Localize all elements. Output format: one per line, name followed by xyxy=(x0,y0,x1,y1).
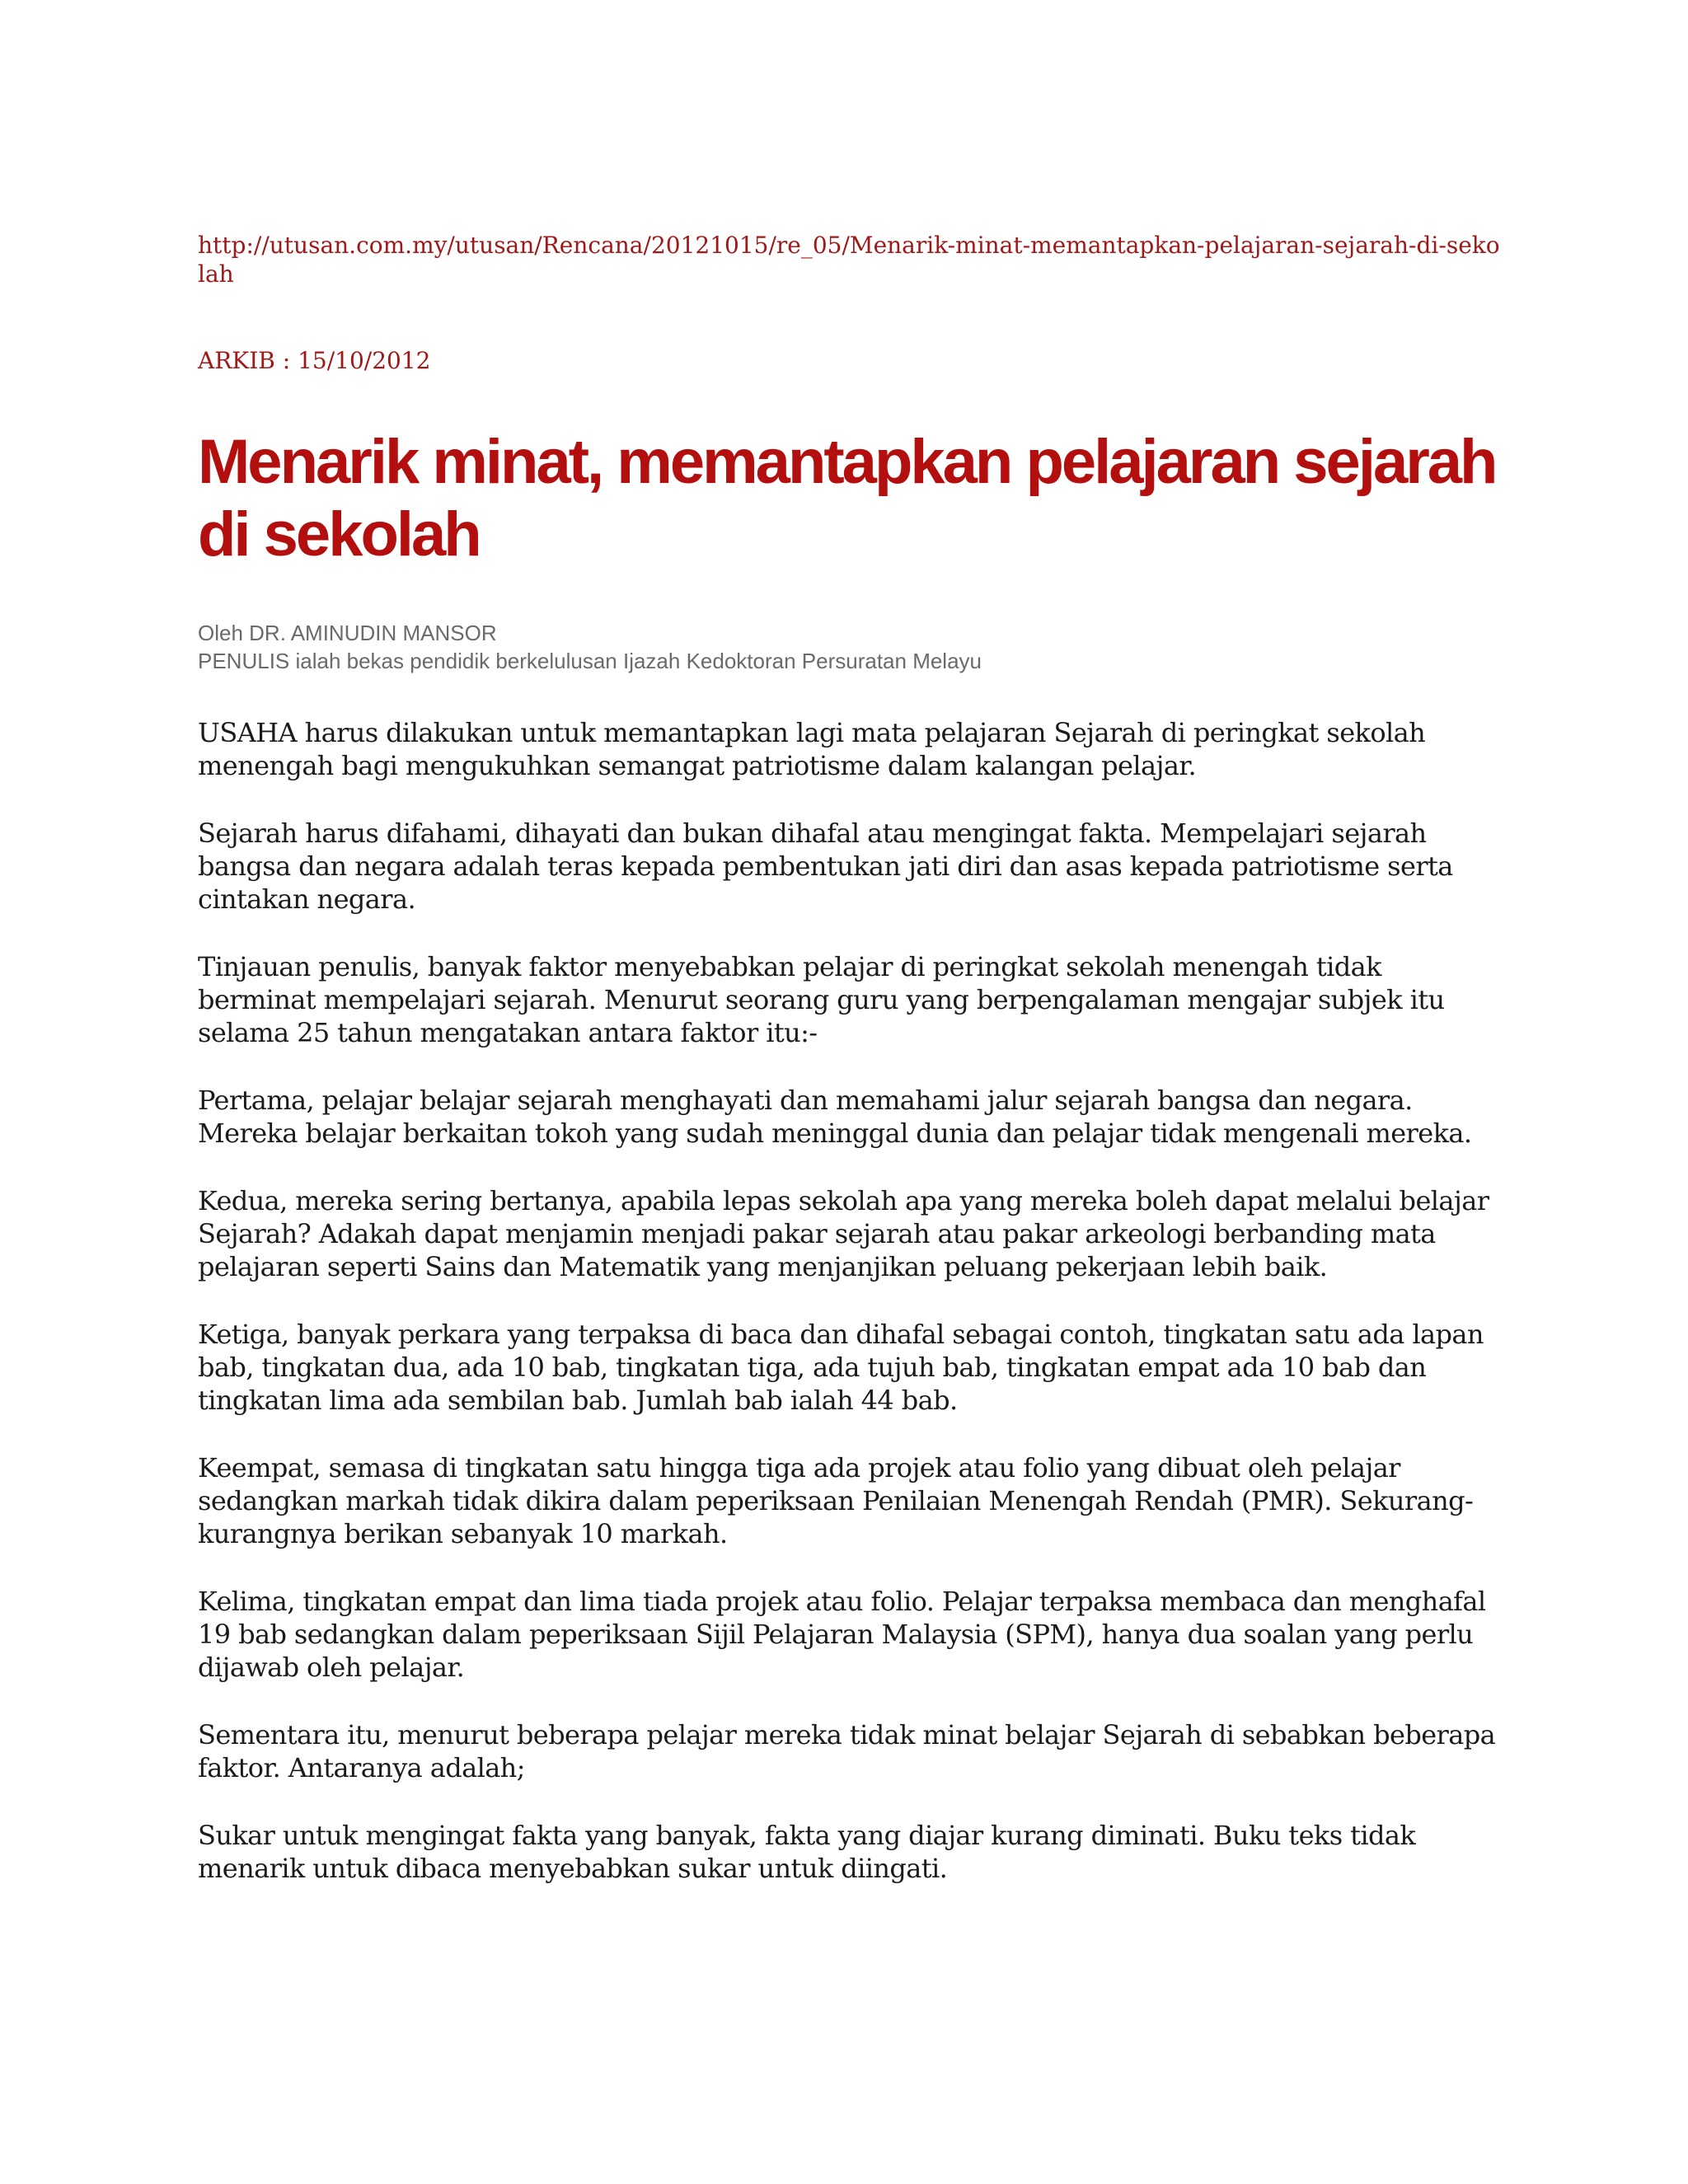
article-paragraph: Tinjauan penulis, banyak faktor menyebabkan pelajar di peringkat sekolah menengah tidak berminat mempelajari sejarah. Menurut seorang guru yang berpengalaman mengajar subjek itu selama 25 tahun mengatakan antara faktor itu:- xyxy=(198,951,1445,1048)
byline xyxy=(198,619,1500,675)
document-page xyxy=(198,231,1500,1919)
article-paragraph: Sementara itu, menurut beberapa pelajar mereka tidak minat belajar Sejarah di sebabkan beberapa faktor. Antaranya adalah; xyxy=(198,1719,1496,1783)
article-paragraph: Pertama, pelajar belajar sejarah menghayati dan memahami jalur sejarah bangsa dan negara. Mereka belajar berkaitan tokoh yang sudah meninggal dunia dan pelajar tidak mengenali mereka. xyxy=(198,1085,1472,1149)
article-paragraph: Ketiga, banyak perkara yang terpaksa di baca dan dihafal sebagai contoh, tingkatan satu ada lapan bab, tingkatan dua, ada 10 bab, tingkatan tiga, ada tujuh bab, tingkatan empat ada 10 bab dan tingkatan lima ada sembilan bab. Jumlah bab ialah 44 bab. xyxy=(198,1319,1484,1416)
author-name: Oleh DR. AMINUDIN MANSOR xyxy=(198,621,497,645)
article-body xyxy=(198,716,1500,1885)
article-paragraph: USAHA harus dilakukan untuk memantapkan lagi mata pelajaran Sejarah di peringkat sekolah menengah bagi mengukuhkan semangat patriotisme dalam kalangan pelajar. xyxy=(198,717,1426,781)
article-paragraph: Kedua, mereka sering bertanya, apabila lepas sekolah apa yang mereka boleh dapat melalui belajar Sejarah? Adakah dapat menjamin menjadi pakar sejarah atau pakar arkeologi berbanding mata pelajaran seperti Sains dan Matematik yang menjanjikan peluang pekerjaan lebih baik. xyxy=(198,1185,1489,1282)
article-paragraph: Keempat, semasa di tingkatan satu hingga tiga ada projek atau folio yang dibuat oleh pelajar sedangkan markah tidak dikira dalam peperiksaan Penilaian Menengah Rendah (PMR). Sekurang-kurangnya berikan sebanyak 10 markah. xyxy=(198,1452,1474,1549)
article-headline: Menarik minat, memantapkan pelajaran sejarah di sekolah xyxy=(198,427,1496,569)
source-url-link[interactable]: http://utusan.com.my/utusan/Rencana/20121015/re_05/Menarik-minat-memantapkan-pelajaran-sejarah-di-sekolah xyxy=(198,232,1500,288)
article-paragraph: Sukar untuk mengingat fakta yang banyak, fakta yang diajar kurang diminati. Buku teks tidak menarik untuk dibaca menyebabkan sukar untuk diingati. xyxy=(198,1820,1416,1884)
author-note: PENULIS ialah bekas pendidik berkelulusan Ijazah Kedoktoran Persuratan Melayu xyxy=(198,649,982,673)
archive-date: ARKIB : 15/10/2012 xyxy=(198,347,431,374)
article-paragraph: Kelima, tingkatan empat dan lima tiada projek atau folio. Pelajar terpaksa membaca dan menghafal 19 bab sedangkan dalam peperiksaan Sijil Pelajaran Malaysia (SPM), hanya dua soalan yang perlu dijawab oleh pelajar. xyxy=(198,1586,1486,1683)
article-paragraph: Sejarah harus difahami, dihayati dan bukan dihafal atau mengingat fakta. Mempelajari sejarah bangsa dan negara adalah teras kepada pembentukan jati diri dan asas kepada patriotisme serta cintakan negara. xyxy=(198,818,1453,915)
